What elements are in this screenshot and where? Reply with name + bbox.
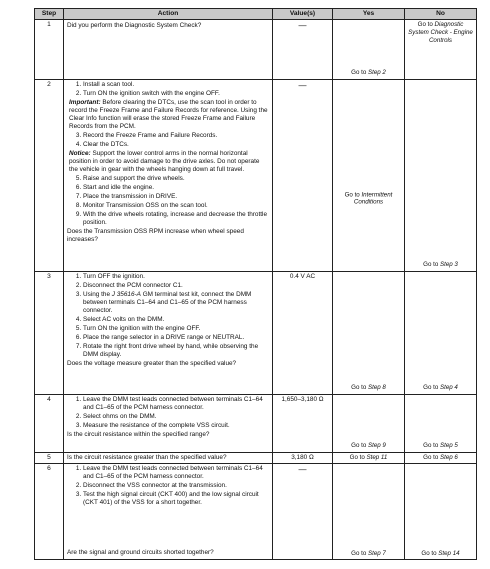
list-item: 2. Disconnect the VSS connector at the transmission. bbox=[83, 482, 269, 490]
table-row bbox=[35, 453, 477, 464]
table-row bbox=[35, 464, 477, 560]
list-item: 1. Leave the DMM test leads connected between terminals C1–64 and C1–65 of the PCM harness connector. bbox=[83, 396, 269, 412]
table-row bbox=[35, 80, 477, 272]
list-item: 8. Monitor Transmission OSS on the scan tool. bbox=[83, 202, 269, 210]
question-text: Does the voltage measure greater than the specified value? bbox=[67, 360, 237, 368]
list-item: 3. Test the high signal circuit (CKT 400) and the low signal circuit (CKT 401) of the VSS for a short together. bbox=[83, 491, 269, 507]
diagnostic-table bbox=[34, 8, 477, 560]
goto-prefix: Go to bbox=[423, 454, 440, 462]
value-cell: 0.4 V AC bbox=[273, 272, 333, 395]
no-cell bbox=[405, 20, 477, 80]
list-item: 2. Select ohms on the DMM. bbox=[83, 413, 269, 421]
step-number: 4 bbox=[35, 395, 64, 453]
goto-step-link[interactable]: Step 5 bbox=[439, 442, 458, 450]
step-number: 3 bbox=[35, 272, 64, 395]
value-cell: — bbox=[273, 20, 333, 80]
goto-step-link[interactable]: Step 3 bbox=[439, 261, 458, 269]
list-item: 1. Turn OFF the ignition. bbox=[83, 273, 269, 281]
step-list bbox=[67, 273, 269, 359]
list-item-text: GM terminal test kit, connect the DMM between terminals C1–64 and C1–65 of the PCM harness connector. bbox=[83, 291, 252, 315]
goto-prefix: Go to bbox=[421, 549, 439, 557]
list-item: 2. Turn ON the ignition switch with the engine OFF. bbox=[83, 90, 269, 98]
list-item-text: Using the bbox=[83, 291, 112, 299]
list-item bbox=[83, 291, 269, 315]
header-no: No bbox=[405, 9, 477, 20]
list-item: 5. Raise and support the drive wheels. bbox=[83, 175, 269, 183]
goto-prefix: Go to bbox=[349, 454, 367, 462]
list-item: 3. Record the Freeze Frame and Failure Records. bbox=[83, 132, 269, 140]
tool-number: J 35616-A bbox=[111, 291, 141, 299]
goto-prefix: Go to bbox=[351, 442, 368, 450]
goto-step-link[interactable]: Step 6 bbox=[439, 454, 458, 462]
goto-step-link[interactable]: Step 9 bbox=[367, 442, 386, 450]
list-item: 4. Select AC volts on the DMM. bbox=[83, 316, 269, 324]
question-text: Did you perform the Diagnostic System Check? bbox=[67, 22, 202, 30]
step-number: 5 bbox=[35, 453, 64, 464]
yes-cell bbox=[333, 80, 405, 272]
notice-label: Notice: bbox=[69, 150, 91, 158]
important-label: Important: bbox=[69, 99, 101, 107]
question-text: Is the circuit resistance greater than the specified value? bbox=[67, 454, 227, 462]
table-row bbox=[35, 272, 477, 395]
goto-step-link[interactable]: Step 7 bbox=[367, 549, 386, 557]
table-row bbox=[35, 395, 477, 453]
value-cell: 3,180 Ω bbox=[273, 453, 333, 464]
yes-cell bbox=[333, 464, 405, 560]
list-item: 6. Place the range selector in a DRIVE range or NEUTRAL. bbox=[83, 334, 269, 342]
step-number: 1 bbox=[35, 20, 64, 80]
action-cell bbox=[64, 464, 273, 560]
question-text: Are the signal and ground circuits shorted together? bbox=[67, 549, 214, 557]
list-item: 1. Leave the DMM test leads connected between terminals C1–64 and C1–65 of the PCM harness connector. bbox=[83, 465, 269, 481]
goto-prefix: Go to bbox=[351, 69, 368, 77]
action-cell bbox=[64, 20, 273, 80]
goto-step-link[interactable]: Step 2 bbox=[367, 69, 386, 77]
header-row bbox=[35, 9, 477, 20]
no-cell bbox=[405, 80, 477, 272]
header-action: Action bbox=[64, 9, 273, 20]
no-cell bbox=[405, 395, 477, 453]
goto-intermittent-link[interactable]: Intermittent Conditions bbox=[353, 190, 393, 206]
goto-step-link[interactable]: Step 4 bbox=[439, 384, 458, 392]
no-cell bbox=[405, 272, 477, 395]
question-text: Is the circuit resistance within the specified range? bbox=[67, 431, 210, 439]
goto-prefix: Go to bbox=[344, 190, 362, 198]
list-item: 9. With the drive wheels rotating, increase and decrease the throttle position. bbox=[83, 211, 269, 227]
no-cell bbox=[405, 453, 477, 464]
list-item: 6. Start and idle the engine. bbox=[83, 184, 269, 192]
list-item: 3. Measure the resistance of the complete VSS circuit. bbox=[83, 422, 269, 430]
goto-step-link[interactable]: Step 14 bbox=[438, 549, 460, 557]
question-text: Does the Transmission OSS RPM increase when wheel speed increases? bbox=[67, 228, 244, 244]
list-item: 1. Install a scan tool. bbox=[83, 81, 269, 89]
yes-cell bbox=[333, 20, 405, 80]
action-cell bbox=[64, 395, 273, 453]
header-yes: Yes bbox=[333, 9, 405, 20]
value-cell: 1,650–3,180 Ω bbox=[273, 395, 333, 453]
step-number: 2 bbox=[35, 80, 64, 272]
list-item: 7. Place the transmission in DRIVE. bbox=[83, 193, 269, 201]
goto-prefix: Go to bbox=[423, 442, 440, 450]
yes-cell bbox=[333, 453, 405, 464]
goto-prefix: Go to bbox=[423, 384, 440, 392]
step-list bbox=[67, 465, 269, 507]
no-cell bbox=[405, 464, 477, 560]
table-row bbox=[35, 20, 477, 80]
yes-cell bbox=[333, 272, 405, 395]
goto-prefix: Go to bbox=[351, 384, 368, 392]
action-cell bbox=[64, 272, 273, 395]
yes-cell bbox=[333, 395, 405, 453]
step-number: 6 bbox=[35, 464, 64, 560]
goto-step-link[interactable]: Step 11 bbox=[366, 454, 388, 462]
step-list bbox=[67, 175, 269, 227]
list-item: 2. Disconnect the PCM connector C1. bbox=[83, 282, 269, 290]
list-item: 5. Turn ON the ignition with the engine OFF. bbox=[83, 325, 269, 333]
header-value: Value(s) bbox=[273, 9, 333, 20]
notice-note bbox=[69, 150, 269, 174]
step-list bbox=[67, 81, 269, 98]
goto-prefix: Go to bbox=[351, 549, 368, 557]
header-step: Step bbox=[35, 9, 64, 20]
value-cell: — bbox=[273, 464, 333, 560]
notice-text: Support the lower control arms in the normal horizontal position in order to avoid damage to the drive axles. Do not operate the vehicle in gear with the wheels hanging down at full travel. bbox=[69, 150, 260, 174]
action-cell bbox=[64, 453, 273, 464]
list-item: 4. Clear the DTCs. bbox=[83, 141, 269, 149]
action-cell bbox=[64, 80, 273, 272]
list-item: 7. Rotate the right front drive wheel by hand, while observing the DMM display. bbox=[83, 343, 269, 359]
goto-step-link[interactable]: Step 8 bbox=[367, 384, 386, 392]
goto-prefix: Go to bbox=[423, 261, 440, 269]
step-list bbox=[67, 396, 269, 430]
goto-system-check-link[interactable]: Diagnostic System Check - Engine Controls bbox=[408, 21, 473, 44]
goto-prefix: Go to bbox=[417, 21, 435, 29]
step-list bbox=[67, 132, 269, 149]
important-note bbox=[69, 99, 269, 131]
value-cell: — bbox=[273, 80, 333, 272]
important-text: Before clearing the DTCs, use the scan tool in order to record the Freeze Frame and Failure Records for reference. Using the Clear Info function will erase the stored Freeze Frame and Failure Records from the PCM. bbox=[69, 99, 268, 131]
